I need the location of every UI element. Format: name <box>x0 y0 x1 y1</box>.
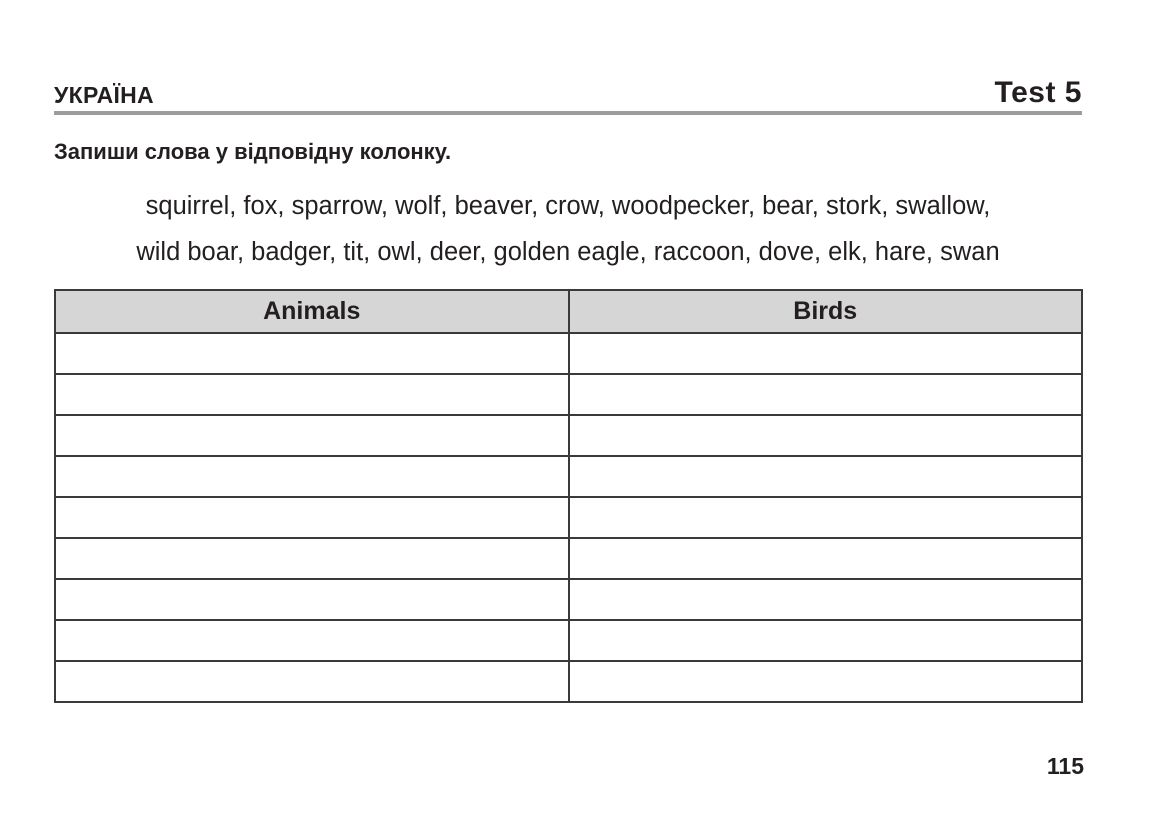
answer-cell-birds[interactable] <box>569 456 1083 497</box>
answer-cell-birds[interactable] <box>569 538 1083 579</box>
table-row <box>55 456 1082 497</box>
column-header-birds: Birds <box>569 290 1083 333</box>
test-label: Test 5 <box>994 76 1082 109</box>
answer-cell-animals[interactable] <box>55 333 569 374</box>
answer-cell-birds[interactable] <box>569 620 1083 661</box>
table-row <box>55 620 1082 661</box>
task-instruction: Запиши слова у відповідну колонку. <box>54 139 452 164</box>
answer-cell-animals[interactable] <box>55 374 569 415</box>
word-list-line-1: squirrel, fox, sparrow, wolf, beaver, crow, woodpecker, bear, stork, swallow, <box>145 192 991 220</box>
answer-cell-animals[interactable] <box>55 538 569 579</box>
table-body <box>55 333 1082 702</box>
page-number: 115 <box>1046 753 1084 779</box>
table-header-row <box>55 290 1082 333</box>
answer-cell-animals[interactable] <box>55 661 569 702</box>
answer-cell-animals[interactable] <box>55 620 569 661</box>
answer-cell-birds[interactable] <box>569 579 1083 620</box>
answer-cell-animals[interactable] <box>55 579 569 620</box>
answer-cell-animals[interactable] <box>55 497 569 538</box>
table-row <box>55 415 1082 456</box>
answer-cell-animals[interactable] <box>55 415 569 456</box>
word-list-line-2: wild boar, badger, tit, owl, deer, golden eagle, raccoon, dove, elk, hare, swan <box>136 238 1000 266</box>
answer-cell-birds[interactable] <box>569 415 1083 456</box>
table-row <box>55 579 1082 620</box>
answer-cell-birds[interactable] <box>569 333 1083 374</box>
sorting-table <box>54 289 1083 703</box>
answer-cell-birds[interactable] <box>569 497 1083 538</box>
table-row <box>55 661 1082 702</box>
table-row <box>55 538 1082 579</box>
answer-cell-animals[interactable] <box>55 456 569 497</box>
table-row <box>55 497 1082 538</box>
answer-cell-birds[interactable] <box>569 661 1083 702</box>
answer-cell-birds[interactable] <box>569 374 1083 415</box>
section-title: УКРАЇНА <box>54 82 154 108</box>
table-row <box>55 333 1082 374</box>
header-divider <box>54 111 1082 115</box>
table-row <box>55 374 1082 415</box>
column-header-animals: Animals <box>55 290 569 333</box>
